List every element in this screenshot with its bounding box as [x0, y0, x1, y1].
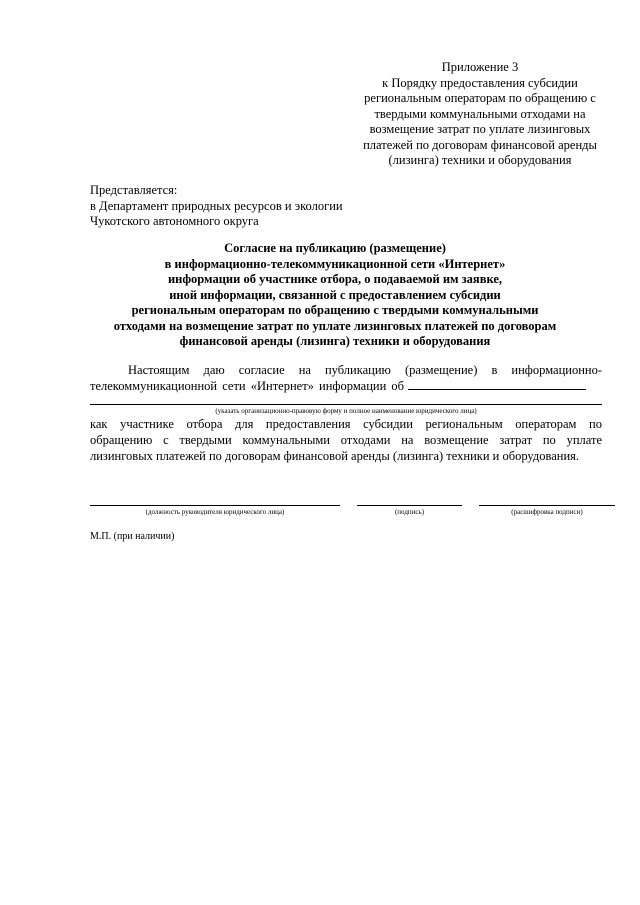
stamp-placeholder: М.П. (при наличии) [90, 531, 175, 542]
name-caption: (расшифровка подписи) [511, 508, 583, 516]
title-line: в информационно-телекоммуникационной сети «Интернет» [164, 256, 506, 271]
body-line: как участнике отбора для предоставления субсидии региональным операторам по [90, 417, 602, 431]
appendix-line: платежей по договорам финансовой аренды [363, 137, 597, 152]
title-line: иной информации, связанной с предоставлением субсидии [169, 287, 501, 302]
title-line: информации об участнике отбора, о подаваемой им заявке, [167, 272, 503, 286]
consent-text-1: Настоящим даю согласие на публикацию (размещение) в информационно- [128, 363, 602, 377]
signature-caption: (подпись) [394, 508, 425, 516]
position-caption: (должность руководителя юридического лица) [145, 508, 285, 516]
recipient-line: в Департамент природных ресурсов и экологии [90, 198, 343, 213]
body-line: обращению с твердыми коммунальными отходами на возмещение затрат по уплате [90, 433, 602, 447]
position-signature-line [90, 505, 340, 506]
appendix-line: возмещение затрат по уплате лизинговых [369, 122, 591, 136]
recipient-line: Представляется: [90, 183, 178, 197]
appendix-header [330, 60, 630, 169]
recipient-line: Чукотского автономного округа [90, 214, 259, 228]
title-line: Согласие на публикацию (размещение) [224, 241, 446, 255]
body-line: лизинговых платежей по договорам финансовой аренды (лизинга) техники и оборудования. [90, 449, 580, 463]
consent-text-2: телекоммуникационной сети «Интернет» информации об [90, 379, 404, 393]
title-line: региональным операторам по обращению с твердыми коммунальными [131, 303, 539, 317]
consent-line-2 [90, 378, 602, 394]
title-line: отходами на возмещение затрат по уплате лизинговых платежей по договорам [113, 318, 557, 333]
recipient-block [90, 183, 343, 230]
name-signature-line [479, 505, 615, 506]
title-line: финансовой аренды (лизинга) техники и оборудования [179, 334, 491, 348]
document-title [60, 241, 610, 350]
appendix-line: твердыми коммунальными отходами на [374, 106, 586, 121]
appendix-line: (лизинга) техники и оборудования [388, 153, 572, 167]
signature-line [357, 505, 462, 506]
organization-caption: (указать организационно-правовую форму и полное наименование юридического лица) [215, 407, 477, 415]
appendix-line: Приложение 3 [441, 60, 519, 74]
appendix-line: региональным операторам по обращению с [364, 91, 596, 105]
consent-line-1 [90, 363, 602, 378]
appendix-line: к Порядку предоставления субсидии [382, 75, 578, 90]
organization-fill-line [408, 378, 586, 390]
organization-name-line [90, 404, 602, 405]
